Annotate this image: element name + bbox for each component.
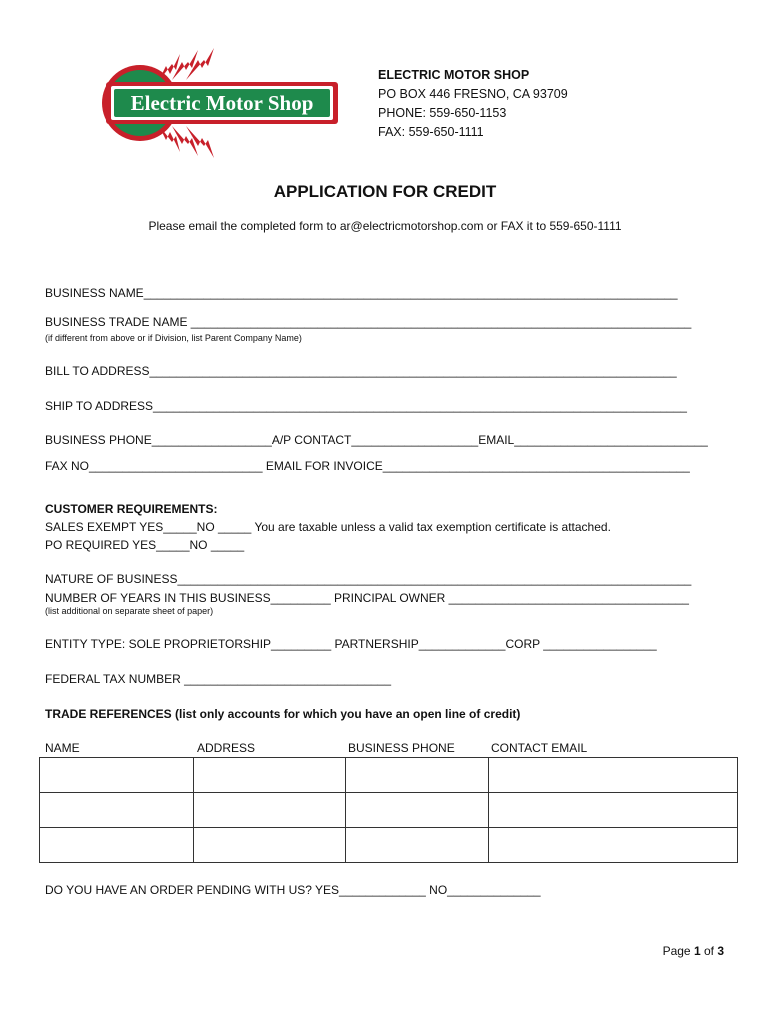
- trade-references-heading: TRADE REFERENCES (list only accounts for which you have an open line of credit): [45, 707, 521, 721]
- additional-note: (list additional on separate sheet of paper): [45, 606, 214, 616]
- column-header-name: NAME: [45, 741, 80, 755]
- table-cell[interactable]: [40, 793, 194, 828]
- ship-to-address-field[interactable]: SHIP TO ADDRESS________________________________________________________________________________: [45, 399, 687, 413]
- table-cell[interactable]: [40, 828, 194, 863]
- requirements-heading: CUSTOMER REQUIREMENTS:: [45, 502, 218, 516]
- table-row: [40, 828, 738, 863]
- table-cell[interactable]: [40, 758, 194, 793]
- table-cell[interactable]: [194, 793, 346, 828]
- column-header-contact-email: CONTACT EMAIL: [491, 741, 588, 755]
- company-address: PO BOX 446 FRESNO, CA 93709: [378, 87, 568, 101]
- business-name-field[interactable]: BUSINESS NAME________________________________________________________________________________: [45, 286, 678, 300]
- fax-invoice-email-line[interactable]: FAX NO__________________________ EMAIL FOR INVOICE______________________________________________: [45, 459, 690, 473]
- federal-tax-number-field[interactable]: FEDERAL TAX NUMBER _______________________________: [45, 672, 392, 686]
- logo-text: Electric Motor Shop: [130, 91, 314, 115]
- table-cell[interactable]: [489, 793, 738, 828]
- years-owner-line[interactable]: NUMBER OF YEARS IN THIS BUSINESS_________ PRINCIPAL OWNER ____________________________________: [45, 591, 689, 605]
- company-info: [378, 66, 568, 142]
- po-required-line[interactable]: PO REQUIRED YES_____NO _____: [45, 538, 245, 552]
- trade-name-note: (if different from above or if Division, list Parent Company Name): [45, 333, 302, 343]
- sales-exempt-line[interactable]: SALES EXEMPT YES_____NO _____ You are taxable unless a valid tax exemption certificate is attached.: [45, 520, 611, 534]
- instruction-text: Please email the completed form to ar@electricmotorshop.com or FAX it to 559-650-1111: [148, 219, 622, 233]
- column-header-business-phone: BUSINESS PHONE: [348, 741, 455, 755]
- table-row: [40, 793, 738, 828]
- company-name: ELECTRIC MOTOR SHOP: [378, 68, 530, 82]
- phone-contact-email-line[interactable]: BUSINESS PHONE__________________A/P CONTACT___________________EMAIL_____________________________: [45, 433, 708, 447]
- page-number: Page 1 of 3: [662, 944, 724, 958]
- table-cell[interactable]: [489, 828, 738, 863]
- table-cell[interactable]: [194, 828, 346, 863]
- page-title: APPLICATION FOR CREDIT: [273, 182, 497, 201]
- bill-to-address-field[interactable]: BILL TO ADDRESS_______________________________________________________________________________: [45, 364, 677, 378]
- table-cell[interactable]: [346, 828, 489, 863]
- table-cell[interactable]: [346, 758, 489, 793]
- entity-type-line[interactable]: ENTITY TYPE: SOLE PROPRIETORSHIP_________ PARTNERSHIP_____________CORP _________________: [45, 637, 657, 651]
- table-row: [40, 758, 738, 793]
- nature-of-business-field[interactable]: NATURE OF BUSINESS_____________________________________________________________________________: [45, 572, 692, 586]
- order-pending-line[interactable]: DO YOU HAVE AN ORDER PENDING WITH US? YES_____________ NO______________: [45, 883, 541, 897]
- table-cell[interactable]: [194, 758, 346, 793]
- company-logo: [100, 48, 345, 158]
- column-header-address: ADDRESS: [197, 741, 256, 755]
- trade-references-table: [39, 757, 738, 863]
- business-trade-name-field[interactable]: BUSINESS TRADE NAME ___________________________________________________________________________: [45, 315, 692, 329]
- table-cell[interactable]: [346, 793, 489, 828]
- table-cell[interactable]: [489, 758, 738, 793]
- company-fax: FAX: 559-650-1111: [378, 125, 484, 139]
- company-phone: PHONE: 559-650-1153: [378, 106, 507, 120]
